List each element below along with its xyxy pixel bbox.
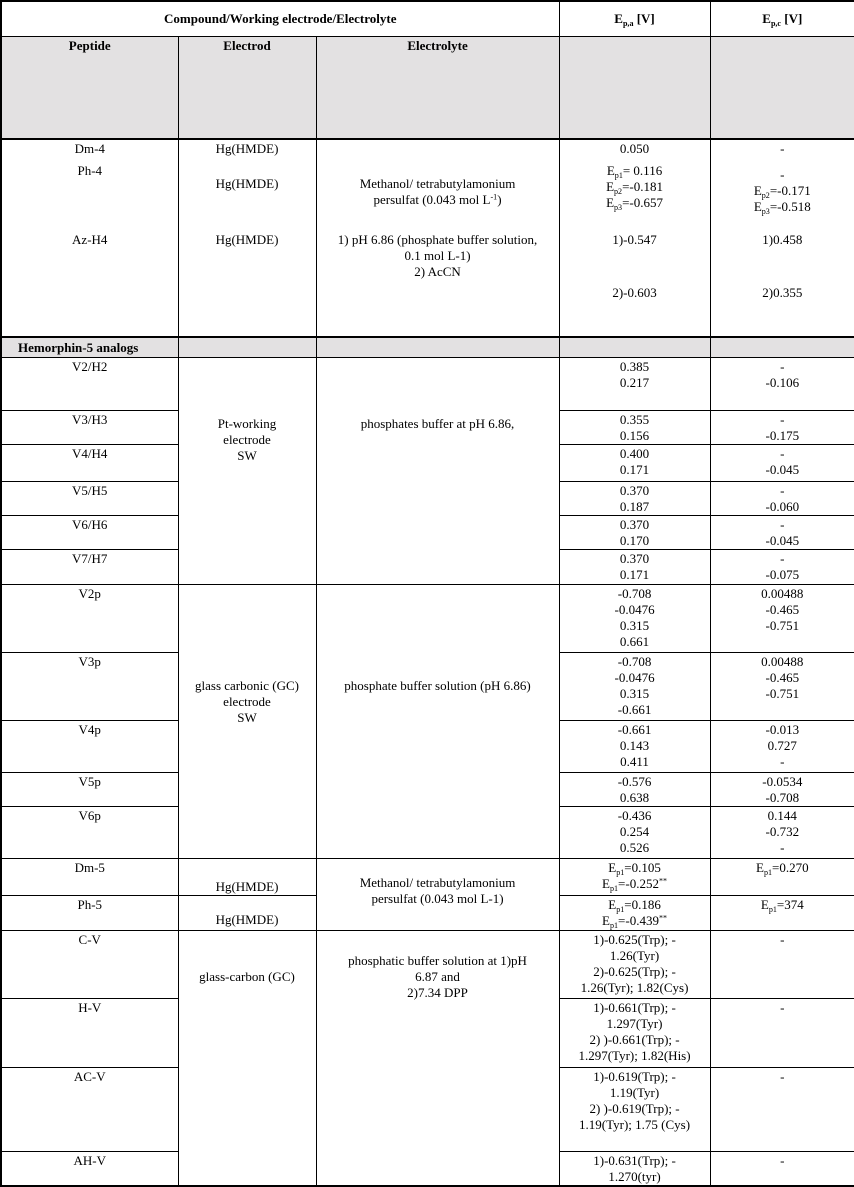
epc-value: -0.106 <box>765 374 800 390</box>
epa-value: 1.297(Tyr) <box>606 1015 663 1031</box>
epc-value: 0.727 <box>767 737 797 753</box>
cell-epc <box>710 806 854 858</box>
epa-value: -0.436 <box>617 807 652 823</box>
epa-value: $E_{p1}=0.105$ <box>608 859 661 877</box>
cell-epa <box>559 720 710 772</box>
electrolyte-line: 6.87 and <box>415 968 460 984</box>
epa-value: -0.661 <box>617 721 652 737</box>
peptide-label: Ph-4 <box>77 163 103 178</box>
epc-value: -0.708 <box>765 789 800 805</box>
epc-value: -0.732 <box>765 823 800 839</box>
cell-epc <box>710 998 854 1067</box>
cell-peptide <box>1 139 178 337</box>
cell-peptide: C-V <box>1 930 178 998</box>
epa-value: 0.217 <box>619 374 650 390</box>
epa-value: 0.170 <box>619 532 650 548</box>
epa-value: $E_{p1}=-0.439^{**}$ <box>602 912 668 930</box>
cell-epa <box>559 1151 710 1186</box>
electrolyte-line: phosphate buffer solution (pH 6.86) <box>344 677 531 693</box>
subheader-electrolyte: Electrolyte <box>316 36 559 139</box>
epc-value: -0.013 <box>765 721 800 737</box>
row-dm5 <box>1 858 854 895</box>
epc-value: -0.465 <box>765 669 800 685</box>
epc-value: $E_{p1}=374$ <box>760 896 804 914</box>
epa-value: 2)-0.603 <box>612 285 657 300</box>
cell-electrolyte <box>316 930 559 1186</box>
electrode-label: Hg(HMDE) <box>215 232 279 247</box>
cell-epa <box>559 139 710 337</box>
cell-epc <box>710 584 854 652</box>
cell-epc <box>710 720 854 772</box>
section-empty <box>710 337 854 357</box>
epc-value: -0.175 <box>765 427 800 443</box>
section-empty <box>316 337 559 357</box>
epa-value: 1.26(Tyr); 1.82(Cys) <box>580 979 689 995</box>
epa-value: 0.526 <box>619 839 650 855</box>
cell-epa <box>559 998 710 1067</box>
epc-value: $E_{p2}=-0.171$ <box>753 183 811 200</box>
epa-value: -0.708 <box>617 653 652 669</box>
electrode-label: Hg(HMDE) <box>215 176 279 191</box>
electrolyte-line: persulfat (0.043 mol $L^{-1}$) <box>373 192 502 207</box>
epc-value: - <box>780 141 785 156</box>
cell-electrode: Hg(HMDE) <box>178 858 316 895</box>
cell-epa <box>559 652 710 720</box>
electrode-line: glass carbonic (GC) <box>195 677 299 693</box>
epc-value: - <box>780 753 785 769</box>
cell-electrode: Hg(HMDE) <box>178 895 316 930</box>
electrolyte-line: 0.1 mol L-1) <box>404 248 471 263</box>
epc-value: -0.075 <box>765 566 800 582</box>
epc-value: -0.0534 <box>762 773 803 789</box>
epc-value: -0.045 <box>765 461 800 477</box>
cell-epa <box>559 772 710 806</box>
electrolyte-line: Methanol/ tetrabutylamonium <box>359 874 516 890</box>
section-row <box>1 337 854 357</box>
header-epa: $E_{p,a}$ [V] <box>559 1 710 36</box>
epc-value: 0.144 <box>767 807 797 823</box>
cell-epa <box>559 858 710 895</box>
electrolyte-line: persulfat (0.043 mol L-1) <box>371 890 504 906</box>
epc-value: 0.00488 <box>761 585 804 601</box>
cell-epa <box>559 895 710 930</box>
cell-epa <box>559 806 710 858</box>
epa-value: 0.411 <box>620 753 649 769</box>
epa-value: $E_{p2}=-0.181$ <box>606 179 663 196</box>
epa-value: 1)-0.661(Trp); - <box>593 999 676 1015</box>
epc-value: - <box>780 516 785 532</box>
epa-value: -0.0476 <box>614 601 655 617</box>
cell-epc <box>710 357 854 410</box>
cell-peptide: V2p <box>1 584 178 652</box>
cell-epc <box>710 1151 854 1186</box>
cell-electrode: glass-carbon (GC) <box>178 930 316 1186</box>
epa-value: 0.315 <box>619 685 650 701</box>
subheader-epc-empty <box>710 36 854 139</box>
subheader-peptide: Peptide <box>1 36 178 139</box>
cell-peptide: V2/H2 <box>1 357 178 410</box>
section-empty <box>178 337 316 357</box>
epa-value: $E_{p1}=-0.252^{**}$ <box>602 875 668 893</box>
epa-value: 2)-0.625(Trp); - <box>593 963 676 979</box>
subheader-row <box>1 36 854 139</box>
epc-value: $E_{p3}=-0.518$ <box>753 199 811 216</box>
cell-epa <box>559 515 710 549</box>
cell-peptide: V4/H4 <box>1 444 178 481</box>
epa-value: 0.370 <box>619 516 650 532</box>
cell-electrode <box>178 584 316 858</box>
cell-peptide: V5/H5 <box>1 481 178 515</box>
cell-epc <box>710 895 854 930</box>
epc-value: - <box>780 931 785 947</box>
epa-value: 0.156 <box>619 427 650 443</box>
header-epc: $E_{p,c}$ [V] <box>710 1 854 36</box>
table-header-row <box>1 1 854 36</box>
epc-value: -0.751 <box>765 685 800 701</box>
electrolyte-line: 2)7.34 DPP <box>407 984 468 1000</box>
epc-value: - <box>780 550 785 566</box>
epa-value: 0.355 <box>619 411 650 427</box>
section-label: Hemorphin-5 analogs <box>1 337 178 357</box>
epa-value: 2) )-0.619(Trp); - <box>589 1100 680 1116</box>
cell-epc <box>710 772 854 806</box>
cell-peptide: Dm-5 <box>1 858 178 895</box>
epa-value: -0.661 <box>617 701 652 717</box>
epa-value: 0.143 <box>619 737 650 753</box>
epa-value: 0.171 <box>619 566 650 582</box>
electrolyte-line: 1) pH 6.86 (phosphate buffer solution, <box>337 232 538 247</box>
electrolyte-line: phosphatic buffer solution at 1)pH <box>348 952 527 968</box>
subheader-electrode: Electrod <box>178 36 316 139</box>
epa-value: 1.297(Tyr); 1.82(His) <box>578 1047 691 1063</box>
row-v2h2 <box>1 357 854 410</box>
epc-value: - <box>780 445 785 461</box>
electrolyte-line: Methanol/ tetrabutylamonium <box>359 176 516 191</box>
cell-peptide: AC-V <box>1 1067 178 1151</box>
epa-value: 0.370 <box>619 482 650 498</box>
cell-epc <box>710 930 854 998</box>
epa-value: 0.400 <box>619 445 650 461</box>
epc-value: -0.751 <box>765 617 800 633</box>
epa-value: 2) )-0.661(Trp); - <box>589 1031 680 1047</box>
cell-epc <box>710 652 854 720</box>
row-v2p <box>1 584 854 652</box>
cell-epc <box>710 515 854 549</box>
cell-electrolyte <box>316 139 559 337</box>
cell-epc <box>710 549 854 584</box>
electrode-line: electrode <box>223 431 271 447</box>
cell-epc <box>710 139 854 337</box>
subheader-epa-empty <box>559 36 710 139</box>
peptide-label: Dm-4 <box>74 141 105 156</box>
row-hemorphin4-block <box>1 139 854 337</box>
epc-value: - <box>780 839 785 855</box>
epa-value: 1.26(Tyr) <box>609 947 660 963</box>
epa-value: 0.315 <box>619 617 650 633</box>
electrolyte-line: phosphates buffer at pH 6.86, <box>360 415 515 431</box>
cell-peptide: V6p <box>1 806 178 858</box>
epa-value: 1.19(Tyr) <box>609 1084 660 1100</box>
epa-value: 0.254 <box>619 823 650 839</box>
epa-value: 1)-0.547 <box>612 232 657 247</box>
cell-epc <box>710 410 854 444</box>
cell-epa <box>559 410 710 444</box>
cell-epa <box>559 549 710 584</box>
epa-value: $E_{p1}=0.186$ <box>608 896 661 914</box>
cell-epa <box>559 584 710 652</box>
epa-value: $E_{p3}=-0.657$ <box>606 195 663 212</box>
epc-value: -0.060 <box>765 498 800 514</box>
epc-value: - <box>780 1152 785 1168</box>
epa-value: -0.576 <box>617 773 652 789</box>
cell-peptide: V3/H3 <box>1 410 178 444</box>
header-compound: Compound/Working electrode/Electrolyte <box>1 1 559 36</box>
epc-value: - <box>780 411 785 427</box>
epc-value: - <box>780 1068 785 1084</box>
cell-peptide: V4p <box>1 720 178 772</box>
cell-peptide: V6/H6 <box>1 515 178 549</box>
epa-value: 0.385 <box>619 358 650 374</box>
peptide-label: Az-H4 <box>72 232 108 247</box>
electrolyte-line: 2) AcCN <box>414 264 461 279</box>
epc-value: 1)0.458 <box>762 232 803 247</box>
electrode-line: electrode <box>223 693 271 709</box>
epa-value: 0.661 <box>619 633 650 649</box>
epc-value: 2)0.355 <box>762 285 803 300</box>
cell-peptide: H-V <box>1 998 178 1067</box>
cell-epc <box>710 481 854 515</box>
epa-value: 0.187 <box>619 498 650 514</box>
epa-value: -0.0476 <box>614 669 655 685</box>
epa-value: 1.270(tyr) <box>608 1168 661 1184</box>
cell-epc <box>710 444 854 481</box>
epa-value: 1)-0.631(Trp); - <box>593 1152 676 1168</box>
epc-value: -0.465 <box>765 601 800 617</box>
electrode-line: Pt-working <box>217 415 277 431</box>
epa-value: $E_{p1}= 0.116$ <box>606 163 663 180</box>
cell-epa <box>559 357 710 410</box>
epa-value: 1)-0.619(Trp); - <box>593 1068 676 1084</box>
epa-value: 0.370 <box>619 550 650 566</box>
section-empty <box>559 337 710 357</box>
cell-electrode <box>178 139 316 337</box>
epc-value: -0.045 <box>765 532 800 548</box>
epc-value: - <box>780 999 785 1015</box>
cell-epa <box>559 1067 710 1151</box>
cell-epa <box>559 481 710 515</box>
cell-peptide: Ph-5 <box>1 895 178 930</box>
cell-electrolyte <box>316 357 559 584</box>
cell-peptide: V7/H7 <box>1 549 178 584</box>
epa-value: 0.638 <box>619 789 650 805</box>
epa-value: 0.050 <box>619 141 650 156</box>
epa-value: 0.171 <box>619 461 650 477</box>
epc-value: - <box>780 482 785 498</box>
cell-electrode <box>178 357 316 584</box>
cell-peptide: V3p <box>1 652 178 720</box>
electrode-label: Hg(HMDE) <box>215 141 279 156</box>
epa-value: -0.708 <box>617 585 652 601</box>
cell-epa <box>559 444 710 481</box>
electrode-line: SW <box>237 447 257 463</box>
epa-value: 1)-0.625(Trp); - <box>593 931 676 947</box>
cell-peptide: AH-V <box>1 1151 178 1186</box>
epc-value: - <box>780 167 785 182</box>
epc-value: 0.00488 <box>761 653 804 669</box>
cell-electrolyte <box>316 858 559 930</box>
cell-epc <box>710 858 854 895</box>
cell-electrolyte <box>316 584 559 858</box>
epc-value: $E_{p1}=0.270$ <box>755 859 809 877</box>
cell-epc <box>710 1067 854 1151</box>
row-cv <box>1 930 854 998</box>
cell-peptide: V5p <box>1 772 178 806</box>
epc-value: - <box>780 358 785 374</box>
cell-epa <box>559 930 710 998</box>
electrode-line: SW <box>237 709 257 725</box>
epa-value: 1.19(Tyr); 1.75 (Cys) <box>579 1116 691 1132</box>
